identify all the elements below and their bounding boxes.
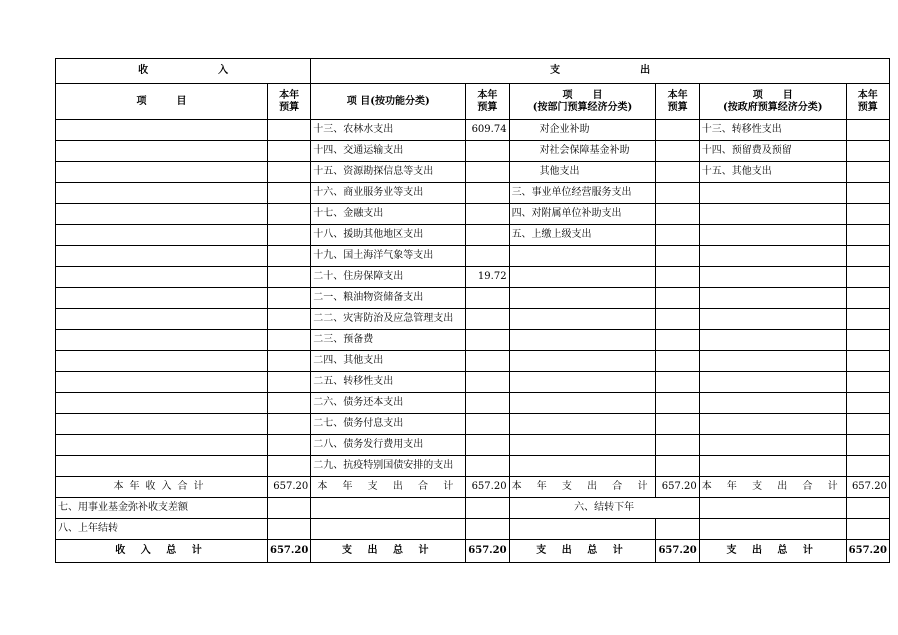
table-row <box>56 372 890 393</box>
col-budget-4 <box>846 84 889 120</box>
dept-item: 其他支出 <box>509 162 656 183</box>
func-item: 十八、援助其他地区支出 <box>311 225 466 246</box>
budget-label-line2: 预算 <box>857 101 878 113</box>
gov-item <box>699 246 846 267</box>
dept-budget <box>656 288 699 309</box>
income-item <box>56 456 268 477</box>
row-7 <box>56 498 890 519</box>
func-budget <box>466 162 509 183</box>
dept-budget <box>656 204 699 225</box>
gov-total-label: 支 出 总 计 <box>699 540 846 563</box>
dept-item: 五、上缴上级支出 <box>509 225 656 246</box>
dept-budget <box>656 183 699 204</box>
income-item <box>56 183 268 204</box>
table-row <box>56 183 890 204</box>
dept-item <box>509 330 656 351</box>
budget-label-line1: 本年 <box>477 89 498 101</box>
gov-item <box>699 204 846 225</box>
dept-item: 四、对附属单位补助支出 <box>509 204 656 225</box>
income-budget <box>268 204 311 225</box>
gov-budget <box>846 288 889 309</box>
income-item <box>56 372 268 393</box>
income-total-value: 657.20 <box>268 540 311 563</box>
table-row <box>56 246 890 267</box>
table-row <box>56 435 890 456</box>
func-budget <box>466 435 509 456</box>
func-item: 十七、金融支出 <box>311 204 466 225</box>
func-item: 十六、商业服务业等支出 <box>311 183 466 204</box>
gov-budget <box>846 267 889 288</box>
func-budget <box>466 351 509 372</box>
table-row <box>56 288 890 309</box>
gov-item <box>699 288 846 309</box>
dept-item <box>509 246 656 267</box>
table-row <box>56 204 890 225</box>
income-item <box>56 267 268 288</box>
col-dept-item <box>509 84 656 120</box>
dept-item <box>509 435 656 456</box>
func-budget <box>466 414 509 435</box>
income-item <box>56 120 268 141</box>
gov-budget <box>846 351 889 372</box>
col-gov-item <box>699 84 846 120</box>
dept-budget <box>656 162 699 183</box>
gov-subtotal-value: 657.20 <box>846 477 889 498</box>
dept-budget <box>656 267 699 288</box>
income-budget <box>268 162 311 183</box>
func-budget <box>466 225 509 246</box>
table-row <box>56 456 890 477</box>
income-budget <box>268 393 311 414</box>
budget-label-line1: 本年 <box>857 89 878 101</box>
budget-label-line2: 预算 <box>279 101 300 113</box>
col-budget-1 <box>268 84 311 120</box>
func-budget <box>466 246 509 267</box>
dept-budget <box>656 351 699 372</box>
func-item: 二二、灾害防治及应急管理支出 <box>311 309 466 330</box>
subtotal-row <box>56 477 890 498</box>
row-8 <box>56 519 890 540</box>
func-item: 十四、交通运输支出 <box>311 141 466 162</box>
dept-subtotal-label: 本 年 支 出 合 计 <box>509 477 656 498</box>
income-item <box>56 351 268 372</box>
func-item: 二三、预备费 <box>311 330 466 351</box>
income-item <box>56 435 268 456</box>
column-header-row <box>56 84 890 120</box>
func-budget <box>466 288 509 309</box>
gov-budget <box>846 330 889 351</box>
income-item <box>56 414 268 435</box>
gov-item <box>699 372 846 393</box>
dept-item <box>509 393 656 414</box>
func-item: 十九、国土海洋气象等支出 <box>311 246 466 267</box>
func-budget <box>466 330 509 351</box>
income-item <box>56 246 268 267</box>
dept-budget <box>656 246 699 267</box>
dept-item <box>509 288 656 309</box>
gov-item: 十四、预留费及预留 <box>699 141 846 162</box>
gov-item <box>699 309 846 330</box>
func-budget <box>466 183 509 204</box>
gov-item <box>699 351 846 372</box>
dept-total-value: 657.20 <box>656 540 699 563</box>
gov-budget <box>846 141 889 162</box>
dept-subtotal-value: 657.20 <box>656 477 699 498</box>
table-row <box>56 162 890 183</box>
income-budget <box>268 141 311 162</box>
dept-budget <box>656 414 699 435</box>
table-row <box>56 225 890 246</box>
dept-item <box>509 414 656 435</box>
budget-label-line2: 预算 <box>667 101 688 113</box>
dept-item-line2: (按部门预算经济分类) <box>532 101 633 113</box>
col-budget-2 <box>466 84 509 120</box>
func-item: 二七、债务付息支出 <box>311 414 466 435</box>
func-item: 二五、转移性支出 <box>311 372 466 393</box>
dept-budget <box>656 120 699 141</box>
dept-budget <box>656 225 699 246</box>
gov-budget <box>846 225 889 246</box>
func-budget <box>466 204 509 225</box>
gov-item: 十三、转移性支出 <box>699 120 846 141</box>
gov-item <box>699 393 846 414</box>
gov-budget <box>846 162 889 183</box>
dept-item-line1: 项 目 <box>562 89 603 101</box>
income-budget <box>268 414 311 435</box>
gov-budget <box>846 309 889 330</box>
income-total-label: 收 入 总 计 <box>56 540 268 563</box>
row-7-label: 七、用事业基金弥补收支差额 <box>56 498 268 519</box>
dept-budget <box>656 435 699 456</box>
func-item: 二六、债务还本支出 <box>311 393 466 414</box>
income-budget <box>268 351 311 372</box>
gov-item <box>699 225 846 246</box>
table-row <box>56 141 890 162</box>
income-item <box>56 309 268 330</box>
income-subtotal-label: 本年收入合计 <box>56 477 268 498</box>
income-budget <box>268 456 311 477</box>
dept-total-label: 支 出 总 计 <box>509 540 656 563</box>
gov-item <box>699 435 846 456</box>
income-budget <box>268 267 311 288</box>
gov-item: 十五、其他支出 <box>699 162 846 183</box>
budget-table <box>55 58 890 563</box>
func-item: 二九、抗疫特别国债安排的支出 <box>311 456 466 477</box>
table-row <box>56 267 890 288</box>
gov-budget <box>846 456 889 477</box>
income-item <box>56 225 268 246</box>
gov-budget <box>846 414 889 435</box>
income-header: 收 入 <box>56 59 311 84</box>
dept-budget <box>656 141 699 162</box>
dept-item <box>509 456 656 477</box>
func-budget <box>466 393 509 414</box>
col-func-item: 项 目(按功能分类) <box>311 84 466 120</box>
income-budget <box>268 183 311 204</box>
table-row <box>56 414 890 435</box>
income-item <box>56 288 268 309</box>
income-budget <box>268 120 311 141</box>
func-total-value: 657.20 <box>466 540 509 563</box>
dept-budget <box>656 456 699 477</box>
dept-item <box>509 351 656 372</box>
func-budget <box>466 141 509 162</box>
total-row <box>56 540 890 563</box>
table-row <box>56 309 890 330</box>
expense-header: 支 出 <box>311 59 890 84</box>
gov-item <box>699 183 846 204</box>
func-budget: 609.74 <box>466 120 509 141</box>
gov-item-line1: 项 目 <box>752 89 793 101</box>
gov-budget <box>846 246 889 267</box>
table-row <box>56 120 890 141</box>
col-budget-3 <box>656 84 699 120</box>
gov-item <box>699 456 846 477</box>
income-budget <box>268 309 311 330</box>
budget-label-line1: 本年 <box>667 89 688 101</box>
income-item <box>56 141 268 162</box>
func-budget <box>466 372 509 393</box>
income-item <box>56 393 268 414</box>
income-budget <box>268 246 311 267</box>
func-item: 二八、债务发行费用支出 <box>311 435 466 456</box>
func-budget <box>466 456 509 477</box>
dept-item <box>509 372 656 393</box>
budget-label-line2: 预算 <box>477 101 498 113</box>
gov-budget <box>846 435 889 456</box>
dept-item <box>509 267 656 288</box>
section-header-row <box>56 59 890 84</box>
gov-subtotal-label: 本 年 支 出 合 计 <box>699 477 846 498</box>
income-item <box>56 330 268 351</box>
income-budget <box>268 225 311 246</box>
gov-budget <box>846 120 889 141</box>
dept-item: 三、事业单位经营服务支出 <box>509 183 656 204</box>
table-row <box>56 393 890 414</box>
income-budget <box>268 288 311 309</box>
func-subtotal-value: 657.20 <box>466 477 509 498</box>
func-total-label: 支 出 总 计 <box>311 540 466 563</box>
dept-item <box>509 309 656 330</box>
func-budget: 19.72 <box>466 267 509 288</box>
dept-budget <box>656 372 699 393</box>
gov-item-line2: (按政府预算经济分类) <box>722 101 823 113</box>
gov-budget <box>846 372 889 393</box>
income-budget <box>268 435 311 456</box>
gov-item <box>699 330 846 351</box>
table-row <box>56 330 890 351</box>
gov-budget <box>846 393 889 414</box>
func-item: 二一、粮油物资储备支出 <box>311 288 466 309</box>
income-budget <box>268 330 311 351</box>
gov-budget <box>846 183 889 204</box>
gov-item <box>699 414 846 435</box>
row-8-label: 八、上年结转 <box>56 519 268 540</box>
carry-forward-label: 六、结转下年 <box>509 498 699 519</box>
gov-budget <box>846 204 889 225</box>
income-budget <box>268 372 311 393</box>
func-item: 二四、其他支出 <box>311 351 466 372</box>
income-item <box>56 162 268 183</box>
income-item <box>56 204 268 225</box>
gov-item <box>699 267 846 288</box>
dept-item: 对企业补助 <box>509 120 656 141</box>
func-subtotal-label: 本 年 支 出 合 计 <box>311 477 466 498</box>
dept-budget <box>656 393 699 414</box>
dept-item: 对社会保障基金补助 <box>509 141 656 162</box>
table-row <box>56 351 890 372</box>
dept-budget <box>656 330 699 351</box>
func-item: 二十、住房保障支出 <box>311 267 466 288</box>
col-item: 项 目 <box>56 84 268 120</box>
func-item: 十五、资源勘探信息等支出 <box>311 162 466 183</box>
func-budget <box>466 309 509 330</box>
func-item: 十三、农林水支出 <box>311 120 466 141</box>
gov-total-value: 657.20 <box>846 540 889 563</box>
income-subtotal-value: 657.20 <box>268 477 311 498</box>
budget-label-line1: 本年 <box>279 89 300 101</box>
dept-budget <box>656 309 699 330</box>
